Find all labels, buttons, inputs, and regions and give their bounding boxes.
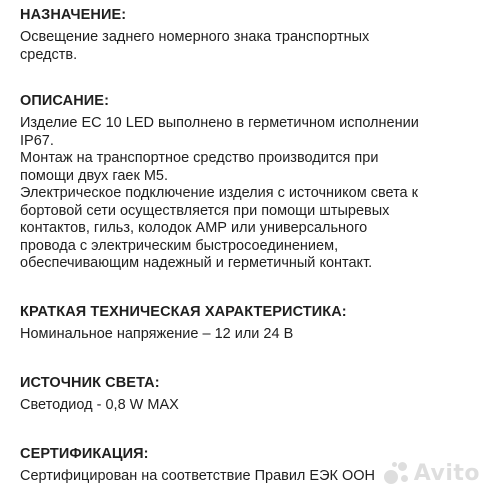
paragraph-line: обеспечивающим надежный и герметичный контакт. bbox=[20, 255, 373, 271]
section-light-source bbox=[20, 374, 488, 415]
avito-logo-icon bbox=[384, 460, 410, 486]
section-heading: КРАТКАЯ ТЕХНИЧЕСКАЯ ХАРАКТЕРИСТИКА: bbox=[20, 303, 347, 320]
paragraph-line: IP67. bbox=[20, 132, 54, 149]
section-heading: ОПИСАНИЕ: bbox=[20, 93, 109, 109]
section-heading: НАЗНАЧЕНИЕ: bbox=[20, 7, 127, 23]
paragraph-line: Электрическое подключение изделия с источником света к bbox=[20, 185, 418, 201]
paragraph-line: бортовой сети осуществляется при помощи штыревых bbox=[20, 202, 390, 219]
paragraph-line: средств. bbox=[20, 46, 78, 63]
section-heading: СЕРТИФИКАЦИЯ: bbox=[20, 445, 149, 462]
paragraph-line: провода с электрическим быстросоединением, bbox=[20, 237, 339, 254]
avito-watermark bbox=[384, 460, 480, 486]
document-body bbox=[20, 6, 488, 485]
section-description bbox=[20, 92, 488, 273]
paragraph-line: помощи двух гаек М5. bbox=[20, 167, 169, 184]
section-purpose bbox=[20, 6, 488, 64]
section-specs bbox=[20, 303, 488, 344]
paragraph-line: Светодиод - 0,8 W MAX bbox=[20, 397, 179, 413]
paragraph-line: Сертифицирован на соответствие Правил ЕЭК ООН bbox=[20, 467, 376, 484]
paragraph-line: Освещение заднего номерного знака транспортных bbox=[20, 29, 370, 45]
paragraph-line: Изделие ЕС 10 LED выполнено в герметичном исполнении bbox=[20, 115, 419, 131]
paragraph-line: контактов, гильз, колодок АМР или универсального bbox=[20, 220, 368, 236]
watermark-text: Avito bbox=[413, 460, 480, 486]
paragraph-line: Номинальное напряжение – 12 или 24 В bbox=[20, 325, 294, 342]
paragraph-line: Монтаж на транспортное средство производится при bbox=[20, 150, 379, 166]
section-heading: ИСТОЧНИК СВЕТА: bbox=[20, 375, 160, 391]
